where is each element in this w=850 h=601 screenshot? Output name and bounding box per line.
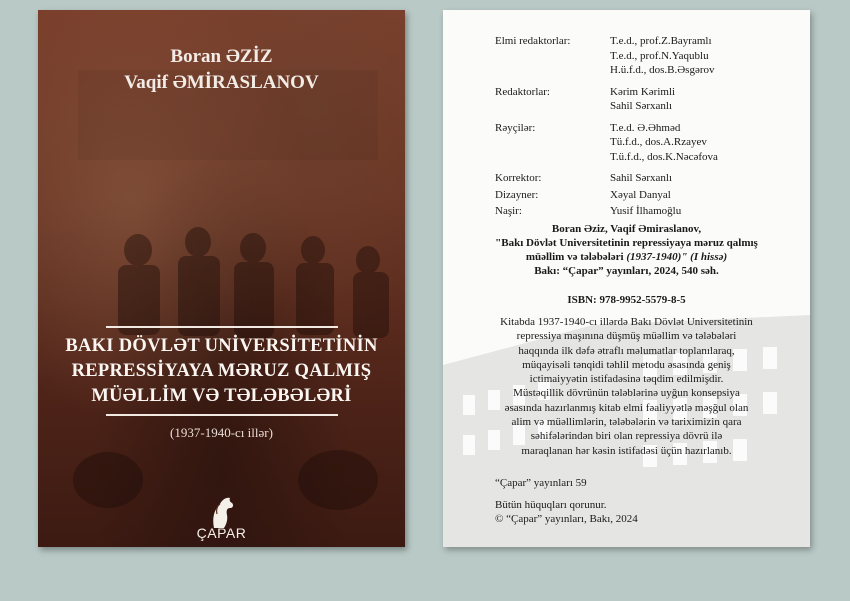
author-2: Vaqif ƏMİRASLANOV	[124, 72, 319, 93]
biblio-line: Boran Əziz, Vaqif Əmiraslanov,	[551, 223, 702, 235]
credit-name: Tü.f.d., dos.A.Rzayev	[610, 136, 707, 148]
author-1: Boran ƏZİZ	[170, 46, 273, 67]
credit-label: Redaktorlar:	[495, 85, 550, 98]
credit-name: T.ü.f.d., dos.K.Nəcəfova	[610, 150, 718, 163]
credit-names	[610, 85, 795, 114]
credit-name: Kərim Kərimli	[610, 85, 676, 98]
abstract-line: əsasında hazırlanmış kitab elmi fəaliyyətlə məşğul olan	[504, 401, 749, 414]
credit-name: Sahil Sərxanlı	[610, 100, 673, 112]
credit-name: Xəyal Danyal	[610, 188, 671, 201]
title-line-2: REPRESSİYAYA MƏRUZ QALMIŞ	[71, 361, 372, 381]
credit-names	[610, 171, 795, 186]
credit-label: Dizayner:	[495, 188, 539, 201]
series-number: “Çapar” yayınları 59	[495, 477, 587, 489]
abstract-line: Kitabda 1937-1940-cı illərdə Bakı Dövlət Universitetinin	[500, 316, 753, 328]
abstract-line: müqayisəli tənqidi təhlil metodu əsasında geniş	[522, 358, 731, 371]
abstract-line: haqqında ilk dəfə ətraflı məlumatlar toplanılaraq,	[518, 344, 735, 357]
rights-line: Bütün hüquqları qorunur.	[495, 499, 607, 511]
credit-row-reviewers	[495, 121, 795, 165]
abstract-line: alim və müəllimlərin, tələbələrin və tariximizin qara	[511, 416, 742, 429]
biblio-line	[471, 250, 782, 264]
front-cover	[38, 10, 405, 547]
abstract-line: ictimaiyyətin istifadəsinə təqdim edilmişdir.	[529, 373, 724, 386]
credit-row-editors	[495, 85, 795, 114]
years-subtitle: (1937-1940-cı illər)	[170, 425, 273, 440]
credit-name: Sahil Sərxanlı	[610, 172, 673, 184]
book-title	[58, 334, 385, 409]
credits-list	[495, 34, 795, 226]
biblio-line-part: müəllim və tələbələri	[525, 251, 627, 263]
biblio-line: Bakı: “Çapar” yayınları, 2024, 540 səh.	[534, 265, 719, 277]
abstract-line: Müstəqillik dövrünün tələblərinə uyğun konsepsiya	[513, 387, 740, 400]
credit-label: Rəyçilər:	[495, 121, 536, 134]
bibliographic-record	[471, 222, 782, 278]
credit-name: T.e.d., prof.N.Yaqublu	[610, 49, 709, 62]
credit-names	[610, 204, 795, 219]
credit-name: Yusif İlhamoğlu	[610, 205, 682, 217]
credit-name: T.e.d. Ə.Əhməd	[610, 121, 681, 134]
credit-row-scientific-editors	[495, 34, 795, 78]
copyright-line: © “Çapar” yayınları, Bakı, 2024	[495, 513, 638, 525]
isbn: ISBN: 978-9952-5579-8-5	[567, 294, 686, 306]
copyright-notice	[495, 498, 638, 526]
abstract-line: səhifələrindən biri olan repressiya dövrü ilə	[530, 430, 723, 443]
title-rule-bottom	[106, 414, 338, 416]
credit-names	[610, 188, 795, 203]
credit-label: Naşir:	[495, 205, 522, 217]
credit-row-publisher	[495, 204, 795, 219]
imprint-page	[443, 10, 810, 547]
title-rule-top	[106, 326, 338, 328]
biblio-line: "Bakı Dövlət Universitetinin repressiyaya məruz qalmış	[495, 237, 758, 249]
abstract-line: repressiya maşınına düşmüş müəllim və tələbələri	[516, 330, 737, 343]
credit-row-proofreader	[495, 171, 795, 186]
abstract-line: maraqlanan hər kəsin istifadəsi üçün hazırlanıb.	[521, 444, 732, 457]
credit-name: H.ü.f.d., dos.B.Əsgərov	[610, 64, 715, 76]
publisher-name: ÇAPAR	[196, 525, 247, 541]
title-line-1: BAKI DÖVLƏT UNİVERSİTETİNİN	[65, 336, 378, 356]
book-abstract	[471, 315, 782, 458]
credit-names	[610, 121, 795, 165]
credit-name: T.e.d., prof.Z.Bayramlı	[610, 35, 712, 47]
title-line-3: MÜƏLLİM VƏ TƏLƏBƏLƏRİ	[91, 386, 352, 406]
credit-label: Elmi redaktorlar:	[495, 35, 571, 47]
credit-names	[610, 34, 795, 78]
credit-label: Korrektor:	[495, 172, 542, 184]
credit-row-designer	[495, 188, 795, 203]
biblio-line-part-italic: (1937-1940)" (I hissə)	[626, 251, 728, 263]
